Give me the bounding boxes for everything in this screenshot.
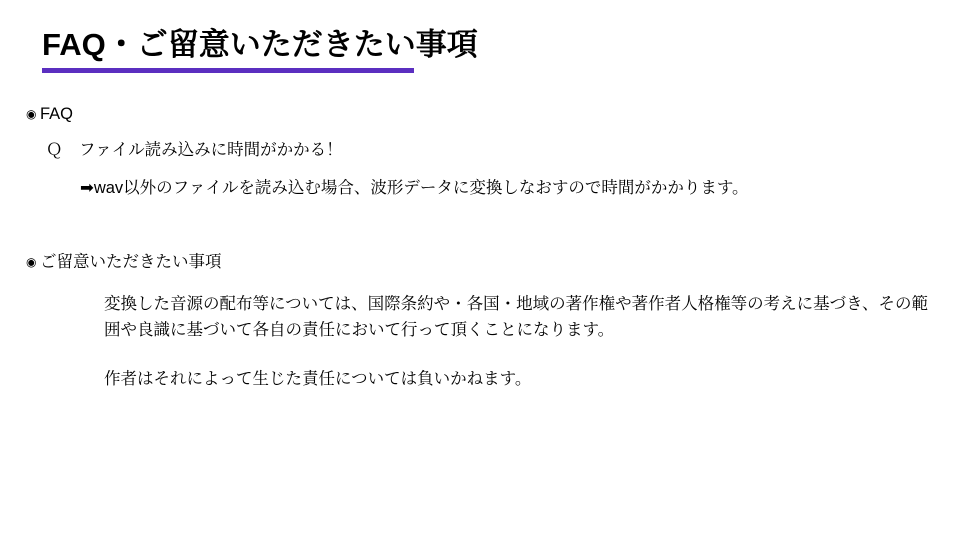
bullet-point-icon: ◉	[26, 107, 37, 121]
section-notes-heading-label: ご留意いただきたい事項	[40, 252, 222, 271]
notes-paragraph-1: 変換した音源の配布等については、国際条約や・各国・地域の著作権や著作者人格権等の考えに基づき、その範囲や良識に基づいて各自の責任において行って頂くことになります。	[104, 294, 929, 340]
section-notes-heading	[26, 251, 936, 275]
notes-paragraph-2: 作者はそれによって生じた責任については負いかねます。	[104, 370, 532, 389]
bullet-point-icon: ◉	[26, 254, 37, 269]
page-title: FAQ・ご留意いただきたい事項	[42, 27, 478, 62]
title-block	[42, 26, 902, 73]
title-underline-rule	[42, 68, 414, 73]
section-faq-heading	[26, 103, 936, 127]
section-faq-heading-label: FAQ	[40, 105, 74, 123]
faq-answer: ➡wav以外のファイルを読み込む場合、波形データに変換しなおすので時間がかかります。	[80, 178, 749, 197]
section-spacer	[26, 201, 936, 251]
slide-body	[26, 103, 936, 393]
faq-question: Ｑ ファイル読み込みに時間がかかる！	[46, 140, 343, 159]
